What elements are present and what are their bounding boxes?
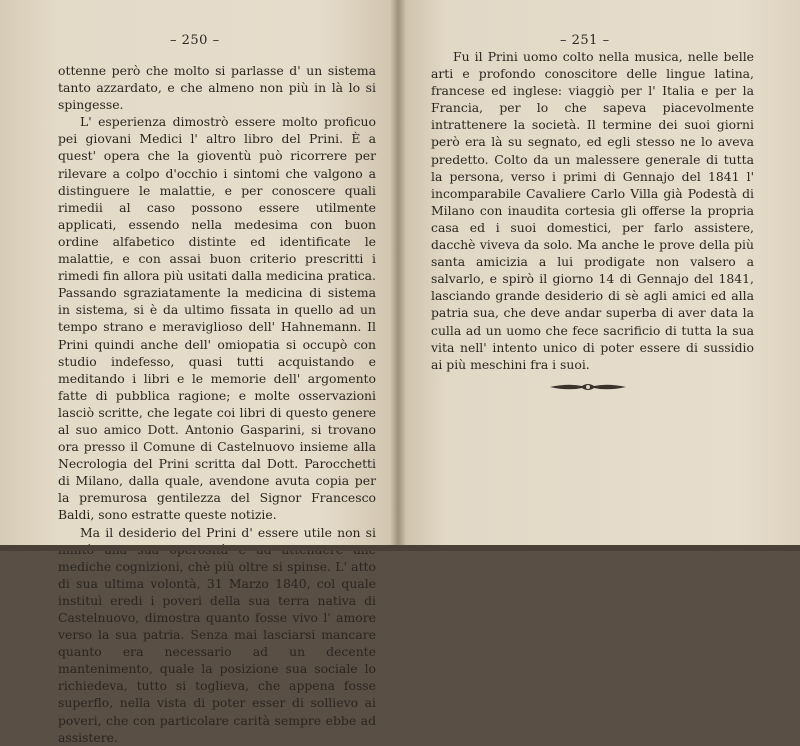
- book-gutter: [390, 0, 406, 551]
- paragraph: Ma il desiderio del Prini d' essere utile non si mediche cognizioni, chè più oltre si spinse. L' atto di sua ultima volontà, 31 Marzo 1840, col quale instituì eredi i poveri della sua terra nativa di Castelnuovo, dimostra quanto fosse vivo l' amore verso la sua patria. Senza mai lasciarsi mancare quanto era necessario ad un decente mantenimento, quale la posizione sua sociale lo richiedeva, tutto si toglieva, che appena fosse superflo, nella vista di poter esser di sollievo ai poveri, che con particolare carità sempre ebbe ad assistere.: [58, 524, 376, 745]
- paragraph: ottenne però che molto si parlasse d' un sistema tanto azzardato, e che almeno non più in là lo si spingesse.: [58, 63, 376, 113]
- page-number-left: – 250 –: [170, 33, 220, 48]
- left-page: [0, 0, 398, 745]
- left-page-body: [58, 62, 376, 746]
- decorative-flourish-icon: [548, 380, 628, 394]
- paragraph: Fu il Prini uomo colto nella musica, nelle belle arti e profondo conoscitore delle lingue latina, francese ed inglese: viaggiò per l' Italia e per la Francia, per lo che sapeva piacevolmente intrattenere la società. Il termine dei suoi giorni però era là su segnato, ed egli stesso ne lo aveva predetto. Colto da un malessere generale di tutta la persona, verso i primi di Gennajo del 1841 l' incomparabile Cavaliere Carlo Villa già Podestà di Milano con inaudita cortesia gli offerse la propria casa ed i suoi domestici, per farlo assistere, dacchè viveva da solo. Ma anche le prove della più santa amicizia a lui prodigate non valsero a salvarlo, e spirò il giorno 14 di Gennajo del 1841, lasciando grande desiderio di sè agli amici ed alla patria sua, che deve andar superba di aver data la culla ad un uomo che fece sacrificio di tutta la sua vita nell' intento unico di poter essere di sussidio ai più meschini fra i suoi.: [431, 49, 754, 372]
- right-page-body: [431, 48, 754, 373]
- page-number-right: – 251 –: [560, 33, 610, 48]
- right-page: [398, 0, 800, 551]
- page-edge: [0, 545, 800, 551]
- paragraph: L' esperienza dimostrò essere molto proficuo pei giovani Medici l' altro libro del Prini. È a quest' opera che la gioventù può ricorrere per rilevare a colpo d'occhio i sintomi che valgono a distinguere le malattie, e per conoscere quali rimedii al caso possono essere utilmente applicati, essendo nella medesima con buon ordine alfabetico distinte ed identificate le malattie, e con assai buon criterio prescritti i rimedi fin allora più usitati dalla medicina pratica. Passando sgraziatamente la medicina di sistema in sistema, si è da ultimo fissata in quello ad un tempo strano e meraviglioso dell' Hahnemann. Il Prini quindi anche dell' omiopatia si occupò con studio indefesso, quasi tutti acquistando e meditando i libri e le memorie dell' argomento fatte di pubblica ragione; e molte osservazioni lasciò scritte, che legate coi libri di questo genere al suo amico Dott. Antonio Gasparini, si trovano ora presso il Comune di Castelnuovo insieme alla Necrologia del Prini scritta dal Dott. Parocchetti di Milano, dalla quale, avendone avuta copia per la premurosa gentilezza del Signor Francesco Baldi, sono estratte queste notizie.: [58, 114, 376, 523]
